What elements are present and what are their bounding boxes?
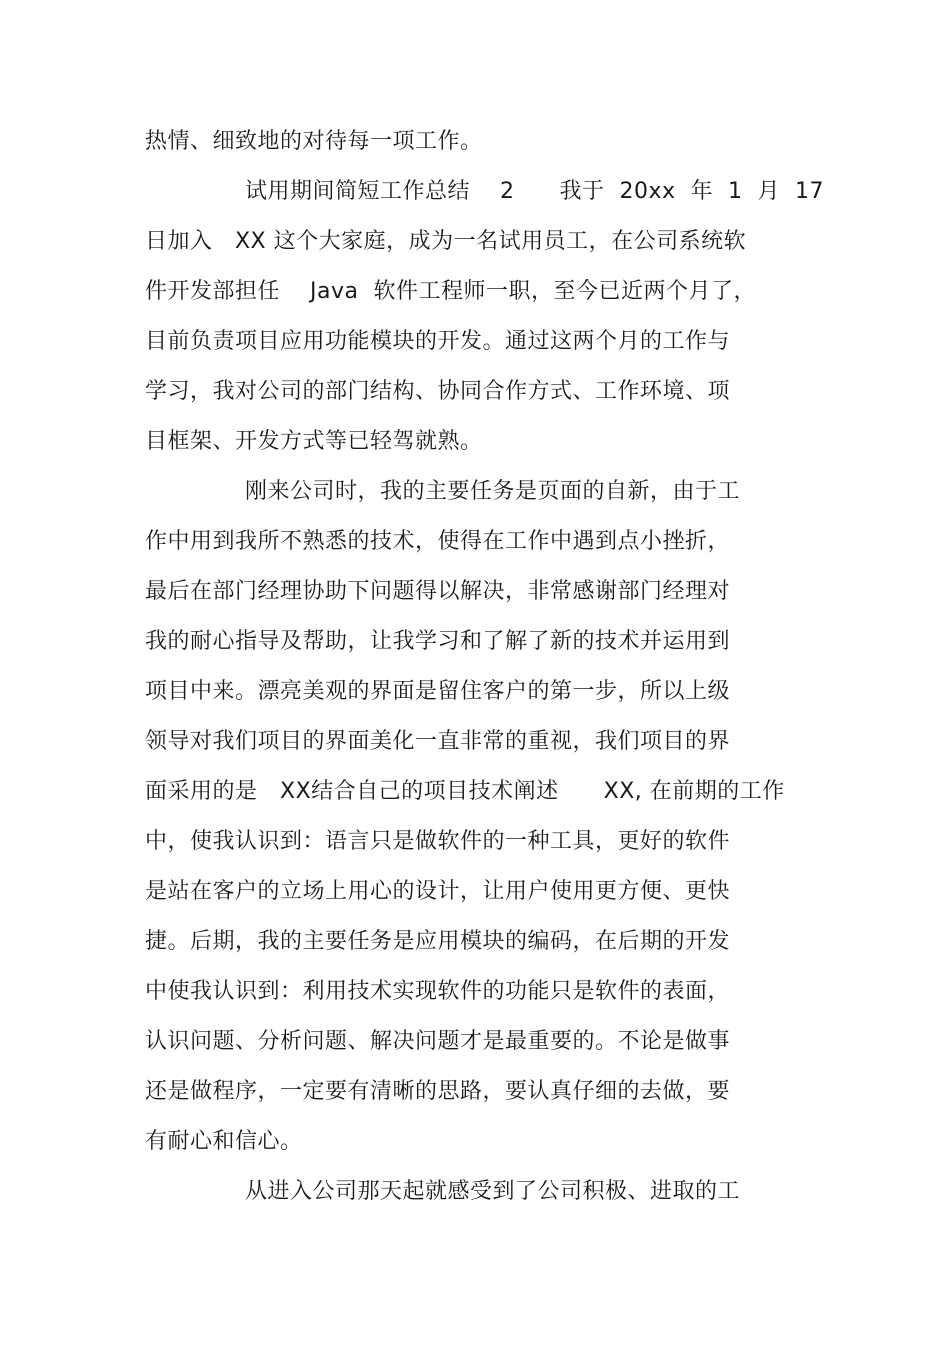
text-line: 面采用的是 XX结合自己的项目技术阐述 XX, 在前期的工作 <box>145 779 785 804</box>
text-line: 日加入 XX 这个大家庭，成为一名试用员工，在公司系统软 <box>145 229 747 254</box>
text-line: 还是做程序，一定要有清晰的思路，要认真仔细的去做，要 <box>145 1079 731 1104</box>
text-line: 件开发部担任 Java 软件工程师一职，至今已近两个月了， <box>145 279 756 304</box>
text-line: 是站在客户的立场上用心的设计，让用户使用更方便、更快 <box>145 879 731 904</box>
text-line: 中使我认识到：利用技术实现软件的功能只是软件的表面， <box>145 979 731 1004</box>
text-line: 最后在部门经理协助下问题得以解决，非常感谢部门经理对 <box>145 579 731 604</box>
text-line: 学习，我对公司的部门结构、协同合作方式、工作环境、项 <box>145 379 731 404</box>
text-line: 作中用到我所不熟悉的技术，使得在工作中遇到点小挫折， <box>145 529 731 554</box>
text-line: 项目中来。漂亮美观的界面是留住客户的第一步，所以上级 <box>145 679 731 704</box>
text-line: 试用期间简短工作总结 2 我于 20xx 年 1 月 17 <box>245 179 824 204</box>
text-line: 有耐心和信心。 <box>145 1129 303 1154</box>
text-line: 刚来公司时，我的主要任务是页面的自新，由于工 <box>245 479 741 504</box>
text-line: 我的耐心指导及帮助，让我学习和了解了新的技术并运用到 <box>145 629 731 654</box>
text-line: 领导对我们项目的界面美化一直非常的重视，我们项目的界 <box>145 729 731 754</box>
text-line: 目前负责项目应用功能模块的开发。通过这两个月的工作与 <box>145 329 731 354</box>
text-line: 认识问题、分析问题、解决问题才是最重要的。不论是做事 <box>145 1029 731 1054</box>
text-line: 热情、细致地的对待每一项工作。 <box>145 129 483 154</box>
text-line: 捷。后期，我的主要任务是应用模块的编码，在后期的开发 <box>145 929 731 954</box>
text-line: 中，使我认识到：语言只是做软件的一种工具，更好的软件 <box>145 829 731 854</box>
text-line: 目框架、开发方式等已轻驾就熟。 <box>145 429 483 454</box>
text-line: 从进入公司那天起就感受到了公司积极、进取的工 <box>245 1179 741 1204</box>
